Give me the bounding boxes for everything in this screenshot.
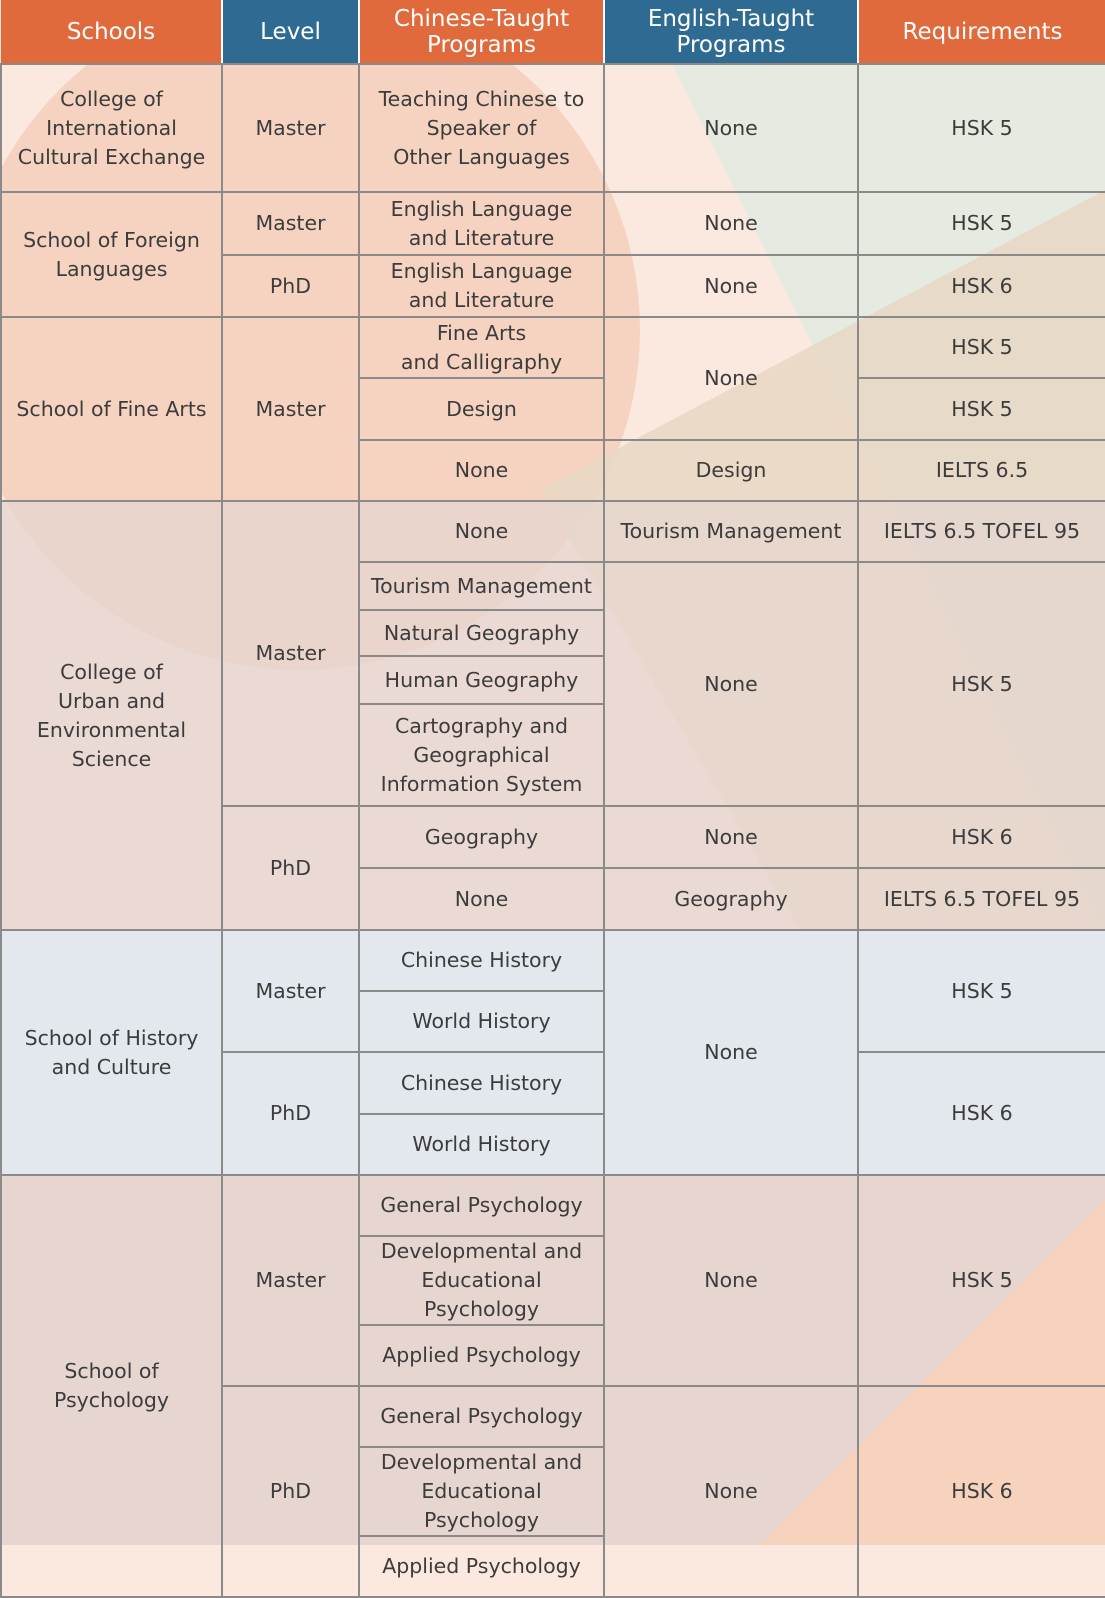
requirement-cell: HSK 6 — [858, 806, 1105, 868]
requirement-cell: IELTS 6.5 — [858, 440, 1105, 501]
chinese-program-cell: Tourism Management — [359, 562, 604, 610]
level-cell: Master — [222, 192, 359, 255]
chinese-program-cell: Geography — [359, 806, 604, 868]
level-cell: PhD — [222, 806, 359, 930]
requirement-cell: IELTS 6.5 TOFEL 95 — [858, 501, 1105, 562]
requirement-cell: HSK 6 — [858, 1386, 1105, 1597]
english-program-cell: Design — [604, 440, 858, 501]
requirement-cell: HSK 6 — [858, 1052, 1105, 1175]
header-english-taught: English-Taught Programs — [604, 0, 858, 64]
requirement-cell: HSK 5 — [858, 1175, 1105, 1386]
level-cell: PhD — [222, 255, 359, 317]
school-cell: College of Urban and Environmental Science — [1, 501, 222, 930]
requirement-cell: HSK 5 — [858, 64, 1105, 192]
school-cell: School of Psychology — [1, 1175, 222, 1597]
level-cell: Master — [222, 930, 359, 1052]
table-row — [1, 192, 1105, 255]
english-program-cell: None — [604, 1175, 858, 1386]
chinese-program-cell: Applied Psychology — [359, 1536, 604, 1597]
english-program-cell: None — [604, 1386, 858, 1597]
table-row — [1, 501, 1105, 562]
table-row — [1, 1175, 1105, 1236]
chinese-program-cell: Teaching Chinese to Speaker of Other Languages — [359, 64, 604, 192]
english-program-cell: None — [604, 806, 858, 868]
school-cell: School of Fine Arts — [1, 317, 222, 501]
english-program-cell: Tourism Management — [604, 501, 858, 562]
english-program-cell: None — [604, 192, 858, 255]
header-chinese-taught: Chinese-Taught Programs — [359, 0, 604, 64]
requirement-cell: HSK 6 — [858, 255, 1105, 317]
chinese-program-cell: World History — [359, 991, 604, 1052]
header-level: Level — [222, 0, 359, 64]
level-cell: Master — [222, 317, 359, 501]
english-program-cell: None — [604, 64, 858, 192]
requirement-cell: IELTS 6.5 TOFEL 95 — [858, 868, 1105, 930]
school-cell: School of History and Culture — [1, 930, 222, 1175]
school-cell: School of Foreign Languages — [1, 192, 222, 317]
level-cell: Master — [222, 1175, 359, 1386]
chinese-program-cell: None — [359, 440, 604, 501]
table-row — [1, 317, 1105, 378]
english-program-cell: None — [604, 317, 858, 440]
header-requirements: Requirements — [858, 0, 1105, 64]
chinese-program-cell: World History — [359, 1114, 604, 1175]
chinese-program-cell: English Language and Literature — [359, 192, 604, 255]
english-program-cell: None — [604, 930, 858, 1175]
school-cell: College of International Cultural Exchange — [1, 64, 222, 192]
english-program-cell: Geography — [604, 868, 858, 930]
chinese-program-cell: Fine Arts and Calligraphy — [359, 317, 604, 378]
requirement-cell: HSK 5 — [858, 930, 1105, 1052]
header-schools: Schools — [1, 0, 222, 64]
level-cell: Master — [222, 501, 359, 806]
chinese-program-cell: English Language and Literature — [359, 255, 604, 317]
requirement-cell: HSK 5 — [858, 317, 1105, 378]
chinese-program-cell: General Psychology — [359, 1386, 604, 1447]
chinese-program-cell: Chinese History — [359, 930, 604, 991]
table-row — [1, 930, 1105, 991]
requirement-cell: HSK 5 — [858, 378, 1105, 440]
english-program-cell: None — [604, 562, 858, 806]
level-cell: PhD — [222, 1052, 359, 1175]
chinese-program-cell: Applied Psychology — [359, 1325, 604, 1386]
requirement-cell: HSK 5 — [858, 562, 1105, 806]
chinese-program-cell: Cartography and Geographical Information System — [359, 704, 604, 806]
english-program-cell: None — [604, 255, 858, 317]
chinese-program-cell: Chinese History — [359, 1052, 604, 1114]
table-row — [1, 64, 1105, 192]
header-row — [1, 0, 1105, 64]
chinese-program-cell: Human Geography — [359, 656, 604, 704]
level-cell: Master — [222, 64, 359, 192]
chinese-program-cell: Developmental and Educational Psychology — [359, 1447, 604, 1536]
chinese-program-cell: General Psychology — [359, 1175, 604, 1236]
chinese-program-cell: Design — [359, 378, 604, 440]
level-cell: PhD — [222, 1386, 359, 1597]
chinese-program-cell: None — [359, 501, 604, 562]
chinese-program-cell: None — [359, 868, 604, 930]
chinese-program-cell: Developmental and Educational Psychology — [359, 1236, 604, 1325]
requirement-cell: HSK 5 — [858, 192, 1105, 255]
chinese-program-cell: Natural Geography — [359, 610, 604, 656]
